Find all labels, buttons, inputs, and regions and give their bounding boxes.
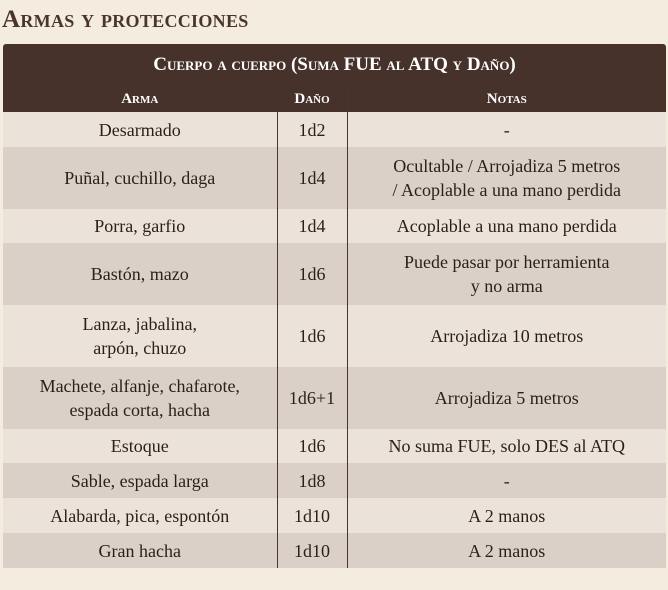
cell-dano: 1d6+1	[277, 367, 347, 429]
cell-text: Bastón, mazo	[90, 264, 189, 284]
cell-text: Puñal, cuchillo, daga	[64, 168, 216, 188]
cell-text: Estoque	[110, 436, 169, 456]
cell-text: espada corta, hacha	[69, 400, 210, 420]
cell-arma	[3, 305, 277, 367]
cell-text: Ocultable / Arrojadiza 5 metros	[393, 156, 621, 176]
cell-text: Desarmado	[98, 119, 181, 140]
cell-text: A 2 manos	[468, 505, 546, 526]
cell-text: arpón, chuzo	[93, 338, 187, 358]
cell-text: -	[503, 470, 510, 491]
header-arma: Arma	[3, 86, 277, 112]
cell-dano: 1d10	[277, 498, 347, 533]
cell-notas	[347, 533, 666, 568]
cell-arma	[3, 209, 277, 243]
cell-dano: 1d6	[277, 305, 347, 367]
cell-text: Porra, garfio	[94, 216, 186, 236]
cell-notas	[347, 463, 666, 498]
header-notas: Notas	[347, 86, 666, 112]
cell-arma	[3, 243, 277, 305]
cell-arma	[3, 147, 277, 209]
cell-dano: 1d6	[277, 243, 347, 305]
cell-dano: 1d6	[277, 429, 347, 463]
table-row	[3, 429, 666, 463]
cell-arma	[3, 367, 277, 429]
table-caption: Cuerpo a cuerpo (Suma FUE al ATQ y Daño)	[3, 44, 666, 86]
cell-dano: 1d10	[277, 533, 347, 568]
cell-notas	[347, 209, 666, 243]
weapons-table	[3, 44, 666, 590]
cell-arma	[3, 429, 277, 463]
cell-text: Gran hacha	[98, 540, 181, 561]
cell-arma	[3, 498, 277, 533]
table-row	[3, 209, 666, 243]
cell-notas	[347, 305, 666, 367]
table-row	[3, 112, 666, 147]
cell-text: Sable, espada larga	[70, 470, 209, 491]
cell-text: -	[503, 119, 510, 140]
cell-text: Puede pasar por herramienta	[404, 252, 610, 272]
table-row	[3, 463, 666, 498]
table-row	[3, 533, 666, 568]
cell-arma	[3, 463, 277, 498]
cell-notas	[347, 112, 666, 147]
cell-text: y no arma	[470, 276, 543, 296]
cell-dano: 1d8	[277, 463, 347, 498]
cell-text: A 2 manos	[468, 540, 546, 561]
table-row	[3, 147, 666, 209]
cell-notas	[347, 429, 666, 463]
cell-dano: 1d4	[277, 209, 347, 243]
cell-text: Lanza, jabalina,	[82, 314, 197, 334]
table-row	[3, 243, 666, 305]
header-row	[3, 86, 666, 112]
cell-text: / Acoplable a una mano perdida	[392, 180, 621, 200]
cell-text: Arrojadiza 10 metros	[430, 326, 584, 346]
cell-text: Acoplable a una mano perdida	[396, 216, 617, 236]
table-row	[3, 367, 666, 429]
header-dano: Daño	[277, 86, 347, 112]
table-row	[3, 305, 666, 367]
cell-text: Machete, alfanje, chafarote,	[39, 376, 240, 396]
cell-notas	[347, 243, 666, 305]
cell-dano: 1d4	[277, 147, 347, 209]
cell-arma	[3, 112, 277, 147]
cell-notas	[347, 367, 666, 429]
table-row	[3, 498, 666, 533]
weapons-grid	[3, 86, 666, 568]
cell-text: No suma FUE, solo DES al ATQ	[388, 436, 625, 456]
cell-arma	[3, 533, 277, 568]
cell-text: Alabarda, pica, espontón	[50, 505, 230, 526]
cell-notas	[347, 498, 666, 533]
cell-dano: 1d2	[277, 112, 347, 147]
section-title: Armas y protecciones	[2, 6, 249, 33]
cell-notas	[347, 147, 666, 209]
cell-text: Arrojadiza 5 metros	[434, 388, 579, 408]
